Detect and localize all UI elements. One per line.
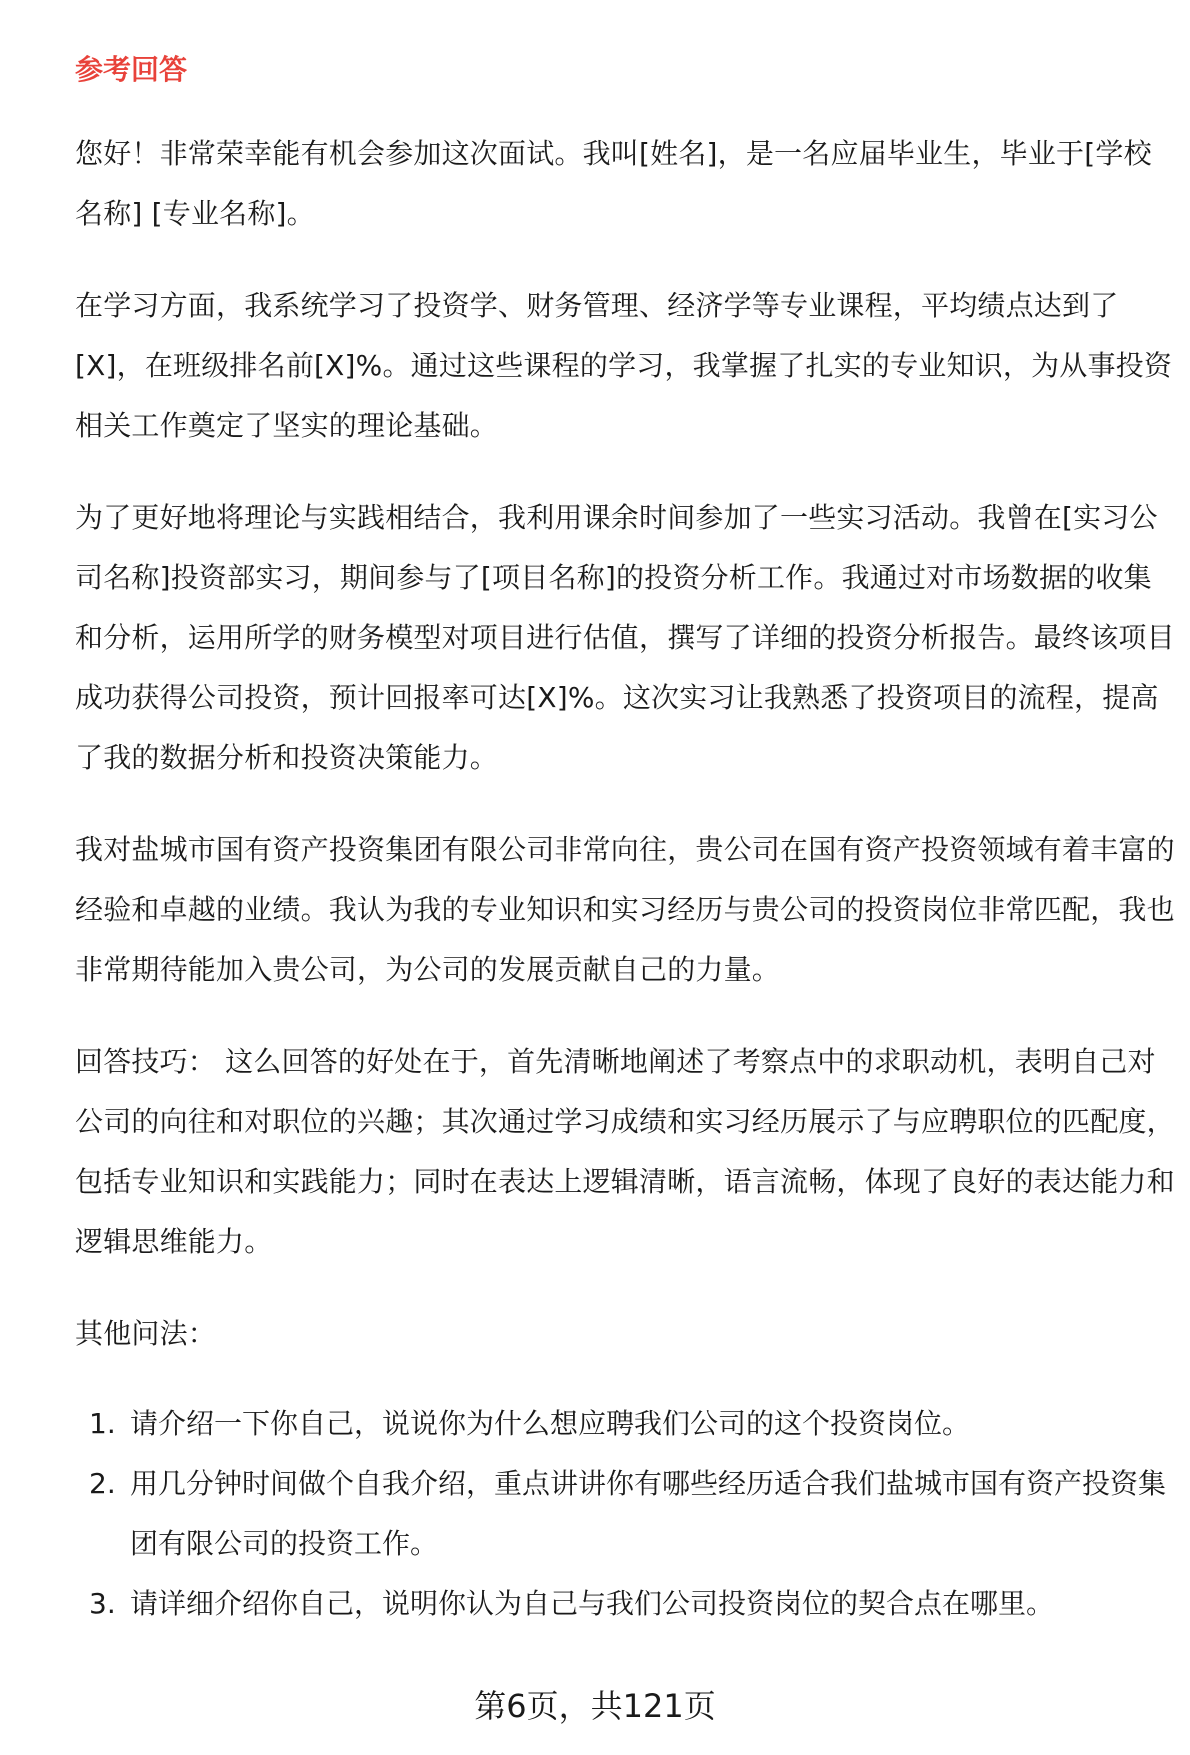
list-item — [75, 1574, 1175, 1634]
list-item-number: 1. — [89, 1407, 116, 1440]
other-questions-list — [75, 1394, 1175, 1634]
page-footer: 第6页，共121页 — [474, 1687, 716, 1725]
paragraph-motivation: 我对盐城市国有资产投资集团有限公司非常向往，贵公司在国有资产投资领域有着丰富的经验和卓越的业绩。我认为我的专业知识和实习经历与贵公司的投资岗位非常匹配，我也非常期待能加入贵公司，为公司的发展贡献自己的力量。 — [75, 833, 1175, 986]
paragraph-internship: 为了更好地将理论与实践相结合，我利用课余时间参加了一些实习活动。我曾在[实习公司名称]投资部实习，期间参与了[项目名称]的投资分析工作。我通过对市场数据的收集和分析，运用所学的财务模型对项目进行估值，撰写了详细的投资分析报告。最终该项目成功获得公司投资，预计回报率可达[X]%。这次实习让我熟悉了投资项目的流程，提高了我的数据分析和投资决策能力。 — [75, 501, 1175, 774]
list-item-text: 用几分钟时间做个自我介绍，重点讲讲你有哪些经历适合我们盐城市国有资产投资集团有限公司的投资工作。 — [130, 1467, 1167, 1560]
other-questions-label: 其他问法： — [75, 1317, 217, 1350]
list-item-number: 3. — [89, 1587, 116, 1620]
list-item-text: 请介绍一下你自己，说说你为什么想应聘我们公司的这个投资岗位。 — [130, 1407, 971, 1440]
paragraph-study: 在学习方面，我系统学习了投资学、财务管理、经济学等专业课程，平均绩点达到了[X]，在班级排名前[X]%。通过这些课程的学习，我掌握了扎实的专业知识，为从事投资相关工作奠定了坚实的理论基础。 — [75, 289, 1173, 442]
list-item-number: 2. — [89, 1467, 116, 1500]
document-page — [75, 50, 1175, 1634]
paragraph-intro: 您好！非常荣幸能有机会参加这次面试。我叫[姓名]，是一名应届毕业生，毕业于[学校名称] [专业名称]。 — [75, 137, 1152, 230]
list-item-text: 请详细介绍你自己，说明你认为自己与我们公司投资岗位的契合点在哪里。 — [130, 1587, 1055, 1620]
section-heading: 参考回答 — [75, 53, 188, 86]
paragraph-tips: 回答技巧： 这么回答的好处在于，首先清晰地阐述了考察点中的求职动机，表明自己对公司的向往和对职位的兴趣；其次通过学习成绩和实习经历展示了与应聘职位的匹配度，包括专业知识和实践能力；同时在表达上逻辑清晰，语言流畅，体现了良好的表达能力和逻辑思维能力。 — [75, 1045, 1175, 1258]
list-item — [75, 1454, 1175, 1574]
list-item — [75, 1394, 1175, 1454]
